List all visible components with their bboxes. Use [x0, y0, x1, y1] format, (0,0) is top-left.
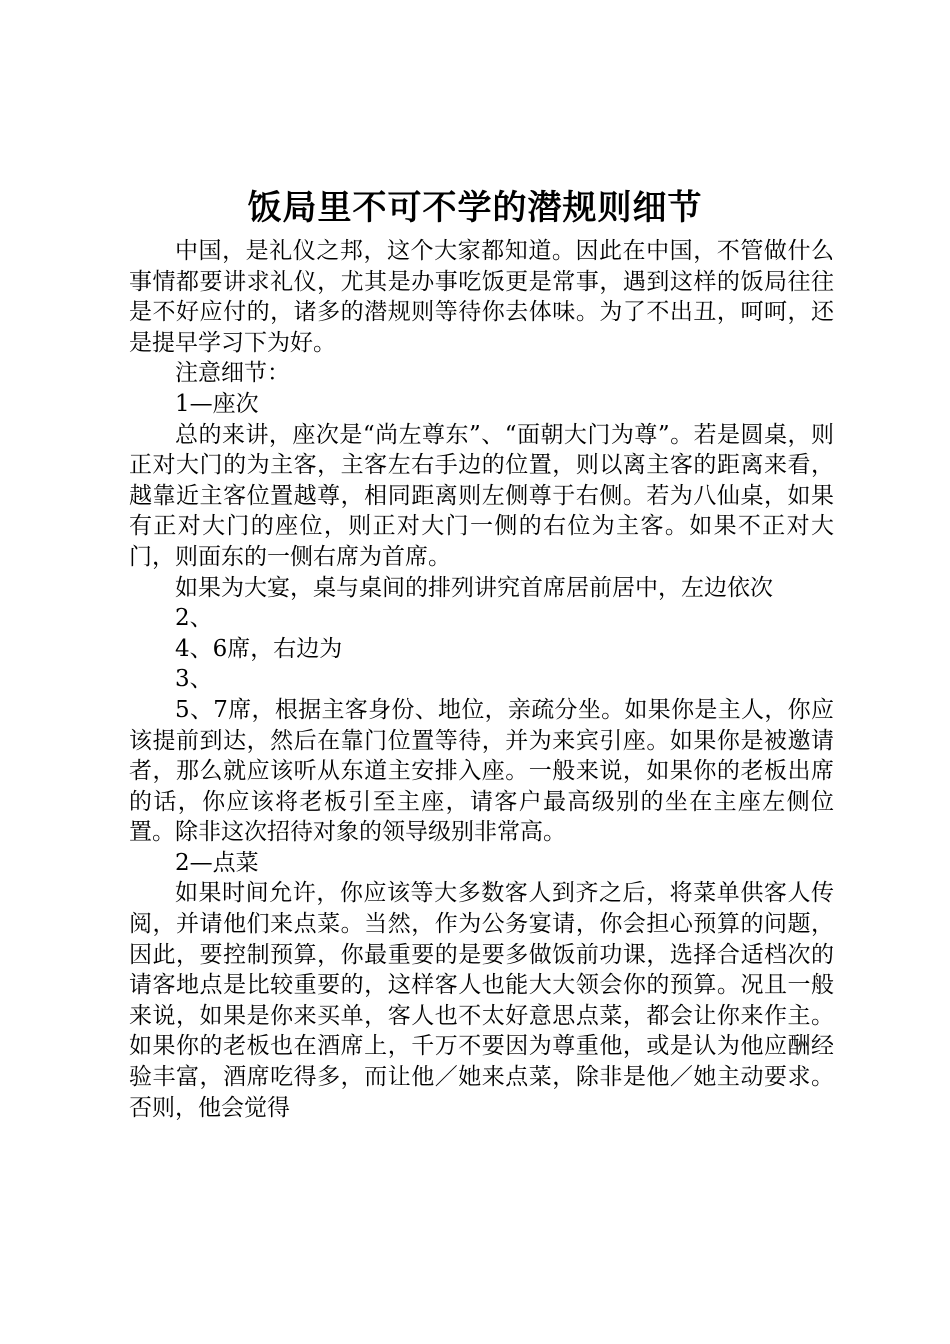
- paragraph-fragment-3: 3、: [175, 666, 213, 693]
- paragraph-banquet-arrangement: 如果为大宴，桌与桌间的排列讲究首席居前居中，左边依次: [175, 574, 773, 601]
- paragraph-seating-host-guest: 5、7席，根据主客身份、地位，亲疏分坐。如果你是主人，你应该提前到达，然后在靠门位置等待，并为来宾引座。如果你是被邀请者，那么就应该听从东道主安排入座。一般来说，如果你的老板出席的话，你应该将老板引至主座，请客户最高级别的坐在主座左侧位置。除非这次招待对象的领导级别非常高。: [129, 696, 834, 846]
- section-heading-ordering: 2—点菜: [175, 849, 259, 876]
- document-title: 饭局里不可不学的潜规则细节: [247, 188, 703, 228]
- paragraph-ordering-rules: 如果时间允许，你应该等大多数客人到齐之后，将菜单供客人传阅，并请他们来点菜。当然，作为公务宴请，你会担心预算的问题，因此，要控制预算，你最重要的是要多做饭前功课，选择合适档次的请客地点是比较重要的，这样客人也能大大领会你的预算。况且一般来说，如果是你来买单，客人也不太好意思点菜，都会让你来作主。如果你的老板也在酒席上，千万不要因为尊重他，或是认为他应酬经验丰富，酒席吃得多，而让他／她来点菜，除非是他／她主动要求。否则，他会觉得: [129, 880, 834, 1121]
- paragraph-seating-rules: 总的来讲，座次是“尚左尊东”、“面朝大门为尊”。若是圆桌，则正对大门的为主客，主客左右手边的位置，则以离主客的距离来看，越靠近主客位置越尊，相同距离则左侧尊于右侧。若为八仙桌，如果有正对大门的座位，则正对大门一侧的右位为主客。如果不正对大门，则面东的一侧右席为首席。: [129, 421, 834, 570]
- paragraph-intro: 中国，是礼仪之邦，这个大家都知道。因此在中国，不管做什么事情都要讲求礼仪，尤其是办事吃饭更是常事，遇到这样的饭局往往是不好应付的，诸多的潜规则等待你去体味。为了不出丑，呵呵，还是提早学习下为好。: [129, 238, 834, 356]
- paragraph-fragment-4-6: 4、6席，右边为: [175, 635, 343, 662]
- document-body: [129, 236, 834, 1123]
- paragraph-fragment-2: 2、: [175, 605, 213, 632]
- section-heading-seating: 1—座次: [175, 390, 259, 417]
- paragraph-notes-heading: 注意细节：: [175, 360, 290, 387]
